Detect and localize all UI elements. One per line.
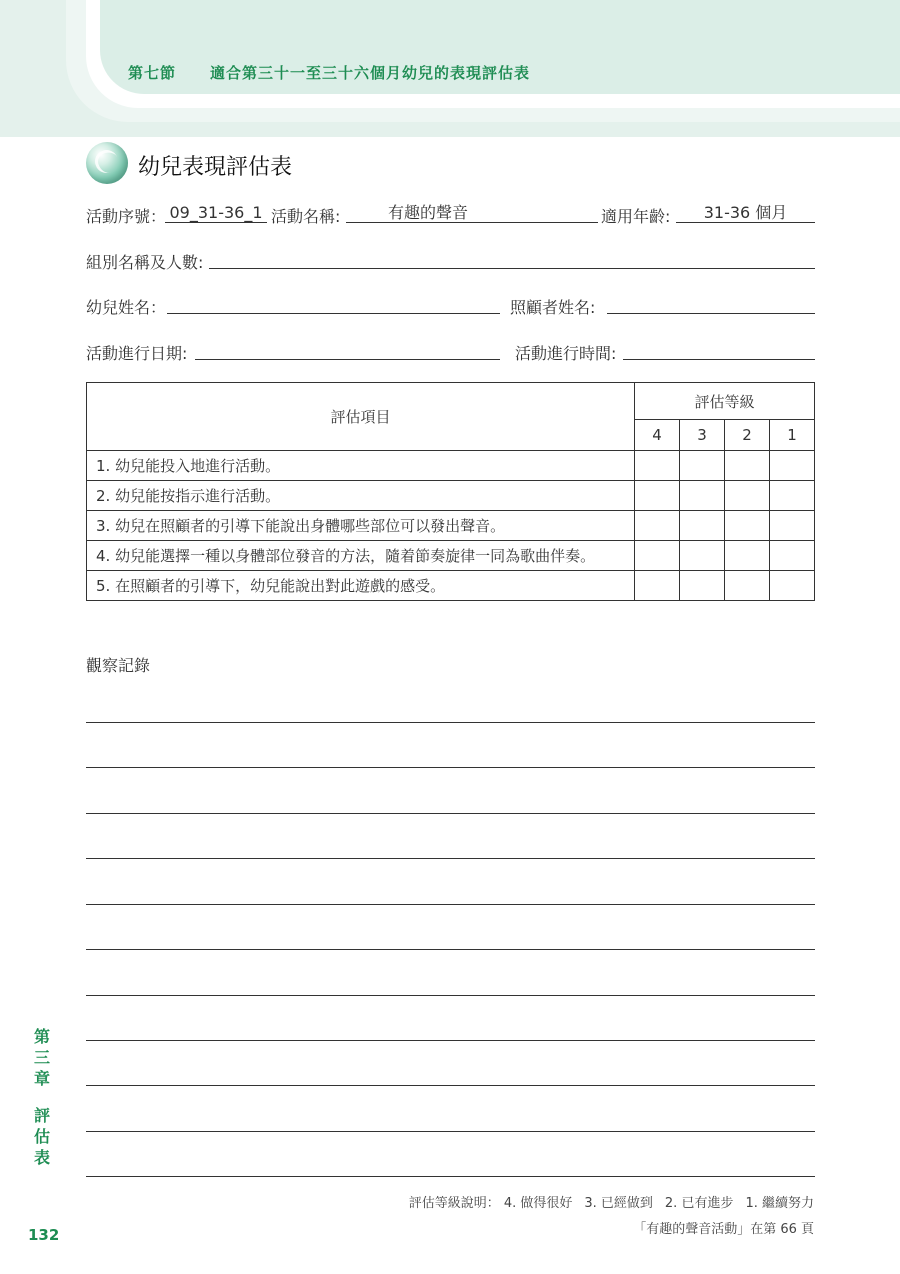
rating-cell[interactable] [635,511,680,541]
rating-cell[interactable] [770,541,815,571]
rating-legend [409,1192,814,1211]
level-4-header: 4 [635,420,680,451]
activity-no-label: 活動序號： [86,207,167,226]
legend-1: 1. 繼續努力 [745,1196,814,1211]
observation-line[interactable] [86,1176,815,1177]
activity-name-label: 活動名稱: [271,207,341,226]
rating-cell[interactable] [680,511,725,541]
table-header-item: 評估項目 [87,383,635,451]
rating-cell[interactable] [635,451,680,481]
rating-cell[interactable] [725,541,770,571]
date-field[interactable] [195,341,500,360]
form-title: 幼兒表現評估表 [138,155,293,180]
rating-cell[interactable] [725,571,770,601]
legend-prefix: 評估等級說明： [408,1196,500,1211]
observation-line[interactable] [86,813,815,814]
activity-name-value: 有趣的聲音 [388,203,469,222]
activity-no-field[interactable]: 09_31-36_1 [165,204,267,223]
level-2-header: 2 [725,420,770,451]
level-3-header: 3 [680,420,725,451]
section-heading [128,62,530,83]
observation-line[interactable] [86,949,815,950]
age-field[interactable]: 31-36 個月 [676,204,815,223]
table-row [87,541,815,571]
chapter-side-label [32,1026,52,1168]
section-number: 第七節 [128,64,177,82]
activity-name-field[interactable] [346,204,598,223]
row-item-text: 2. 幼兒能按指示進行活動。 [87,481,635,511]
rating-cell[interactable] [725,481,770,511]
observation-line[interactable] [86,1131,815,1132]
section-title: 適合第三十一至三十六個月幼兒的表現評估表 [210,64,531,82]
rating-cell[interactable] [635,541,680,571]
observation-line[interactable] [86,767,815,768]
group-label: 組別名稱及人數: [86,253,204,272]
child-name-field[interactable] [167,295,500,314]
rating-cell[interactable] [635,481,680,511]
chapter-name: 第三章 [33,1027,50,1088]
row-item-text: 4. 幼兒能選擇一種以身體部位發音的方法，隨着節奏旋律一同為歌曲伴奏。 [87,541,635,571]
observation-line[interactable] [86,858,815,859]
rating-cell[interactable] [680,541,725,571]
rating-cell[interactable] [770,571,815,601]
evaluation-table [86,382,815,601]
rating-cell[interactable] [725,511,770,541]
rating-cell[interactable] [725,451,770,481]
table-header-level: 評估等級 [635,383,815,420]
date-label: 活動進行日期: [86,344,188,363]
observation-line[interactable] [86,904,815,905]
observation-label: 觀察記錄 [86,656,151,675]
group-field[interactable] [209,250,815,269]
rating-cell[interactable] [680,481,725,511]
observation-line[interactable] [86,995,815,996]
row-item-text: 1. 幼兒能投入地進行活動。 [87,451,635,481]
row-item-text: 3. 幼兒在照顧者的引導下能說出身體哪些部位可以發出聲音。 [87,511,635,541]
child-name-label: 幼兒姓名： [86,298,167,317]
legend-2: 2. 已有進步 [664,1196,734,1211]
chapter-topic: 評估表 [33,1106,50,1167]
row-item-text: 5. 在照顧者的引導下，幼兒能說出對此遊戲的感受。 [87,571,635,601]
rating-cell[interactable] [635,571,680,601]
activity-page-reference: 「有趣的聲音活動」在第 66 頁 [633,1222,814,1237]
legend-4: 4. 做得很好 [503,1196,573,1211]
rating-cell[interactable] [680,451,725,481]
page-number: 132 [28,1226,60,1244]
rating-cell[interactable] [770,451,815,481]
legend-3: 3. 已經做到 [584,1196,653,1211]
carer-name-field[interactable] [607,295,815,314]
time-field[interactable] [623,341,815,360]
observation-line[interactable] [86,1040,815,1041]
level-1-header: 1 [770,420,815,451]
table-row [87,571,815,601]
time-label: 活動進行時間: [515,344,617,363]
observation-line[interactable] [86,1085,815,1086]
rating-cell[interactable] [680,571,725,601]
carer-name-label: 照顧者姓名: [510,298,596,317]
bubble-icon [86,142,128,184]
table-row [87,481,815,511]
observation-line[interactable] [86,722,815,723]
rating-cell[interactable] [770,511,815,541]
table-row [87,451,815,481]
age-label: 適用年齡: [601,207,671,226]
table-row [87,511,815,541]
rating-cell[interactable] [770,481,815,511]
